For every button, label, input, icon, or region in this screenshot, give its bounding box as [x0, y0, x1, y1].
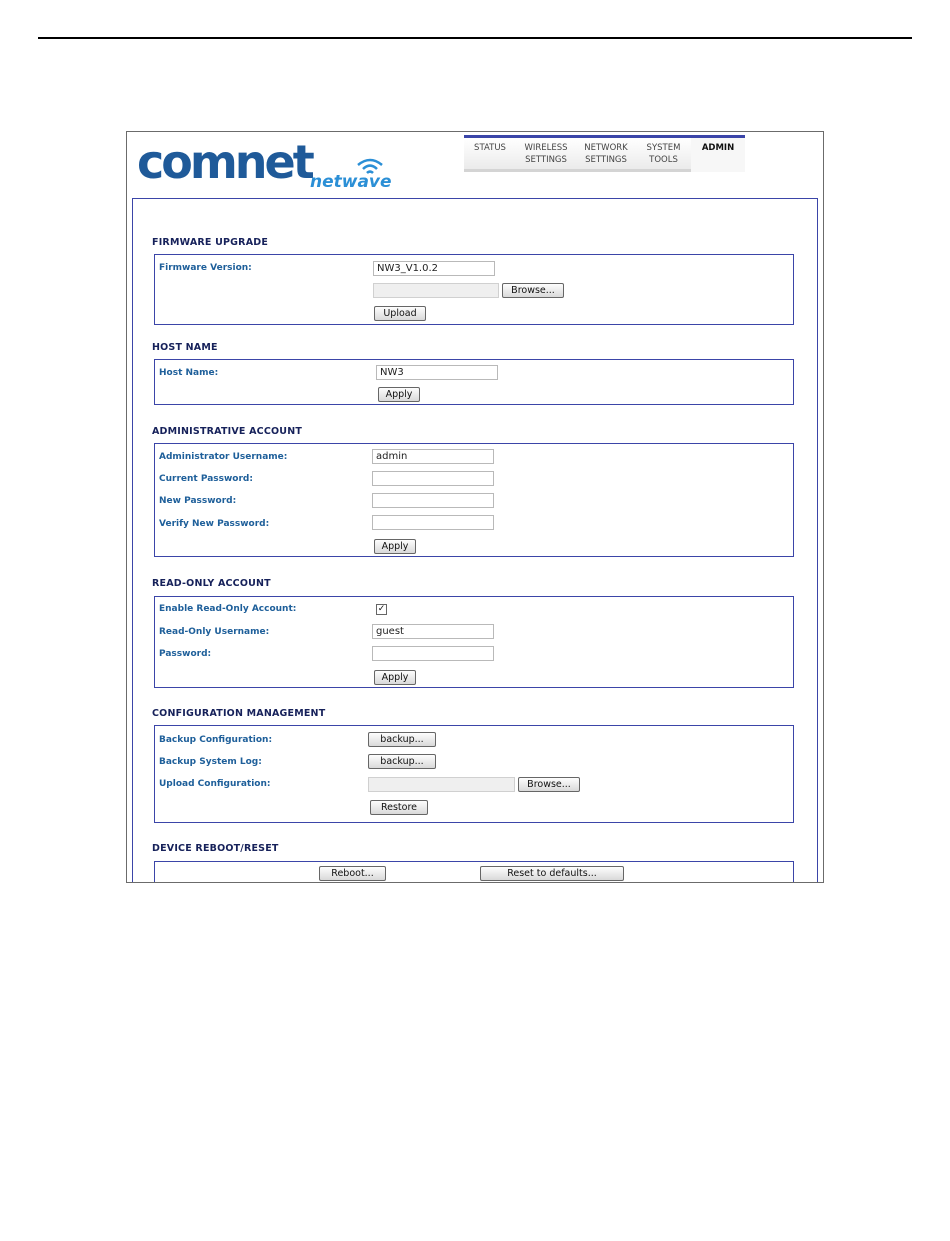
host-name-label: Host Name: [159, 368, 219, 378]
admin-page-screenshot [126, 131, 824, 883]
admin-username-label: Administrator Username: [159, 452, 288, 462]
host-name-input[interactable]: NW3 [376, 365, 498, 380]
admin-username-input[interactable]: admin [372, 449, 494, 464]
new-password-label: New Password: [159, 496, 237, 506]
top-nav [464, 135, 745, 172]
reset-defaults-button[interactable]: Reset to defaults... [480, 866, 624, 881]
readonly-username-label: Read-Only Username: [159, 627, 270, 637]
reboot-section [154, 861, 794, 883]
readonly-username-input[interactable]: guest [372, 624, 494, 639]
readonly-apply-button[interactable]: Apply [374, 670, 416, 685]
upload-config-label: Upload Configuration: [159, 779, 271, 789]
verify-password-label: Verify New Password: [159, 519, 270, 529]
readonly-password-input[interactable] [372, 646, 494, 661]
tab-wireless-settings[interactable]: WIRELESS SETTINGS [516, 138, 576, 172]
backup-config-button[interactable]: backup... [368, 732, 436, 747]
firmware-version-value: NW3_V1.0.2 [373, 261, 495, 276]
backup-config-label: Backup Configuration: [159, 735, 273, 745]
reboot-section-title: DEVICE REBOOT/RESET [152, 843, 279, 854]
host-section [154, 359, 794, 405]
verify-password-input[interactable] [372, 515, 494, 530]
host-apply-button[interactable]: Apply [378, 387, 420, 402]
current-password-label: Current Password: [159, 474, 253, 484]
enable-readonly-checkbox[interactable]: ✓ [377, 604, 386, 614]
enable-readonly-label: Enable Read-Only Account: [159, 604, 297, 614]
host-section-title: HOST NAME [152, 342, 218, 353]
readonly-section-title: READ-ONLY ACCOUNT [152, 578, 271, 589]
reboot-button[interactable]: Reboot... [319, 866, 386, 881]
restore-button[interactable]: Restore [370, 800, 428, 815]
upload-config-browse-button[interactable]: Browse... [518, 777, 580, 792]
firmware-section-title: FIRMWARE UPGRADE [152, 237, 269, 248]
upload-config-file-input[interactable] [368, 777, 515, 792]
content-panel [132, 198, 818, 883]
backup-log-button[interactable]: backup... [368, 754, 436, 769]
tab-system-tools[interactable]: SYSTEM TOOLS [636, 138, 691, 172]
current-password-input[interactable] [372, 471, 494, 486]
page-top-rule [38, 37, 912, 39]
admin-apply-button[interactable]: Apply [374, 539, 416, 554]
admin-section-title: ADMINISTRATIVE ACCOUNT [152, 426, 303, 437]
firmware-browse-button[interactable]: Browse... [502, 283, 564, 298]
config-section-title: CONFIGURATION MANAGEMENT [152, 708, 326, 719]
tab-admin[interactable]: ADMIN [691, 138, 745, 172]
comnet-logo: comnet [137, 135, 312, 189]
firmware-file-input[interactable] [373, 283, 499, 298]
netwave-logo: netwave [310, 172, 392, 192]
tab-status[interactable]: STATUS [464, 138, 516, 172]
admin-section [154, 443, 794, 557]
config-section [154, 725, 794, 823]
readonly-section [154, 596, 794, 688]
firmware-section [154, 254, 794, 325]
firmware-version-label: Firmware Version: [159, 263, 252, 273]
backup-log-label: Backup System Log: [159, 757, 262, 767]
new-password-input[interactable] [372, 493, 494, 508]
tab-network-settings[interactable]: NETWORK SETTINGS [576, 138, 636, 172]
firmware-upload-button[interactable]: Upload [374, 306, 426, 321]
readonly-password-label: Password: [159, 649, 212, 659]
